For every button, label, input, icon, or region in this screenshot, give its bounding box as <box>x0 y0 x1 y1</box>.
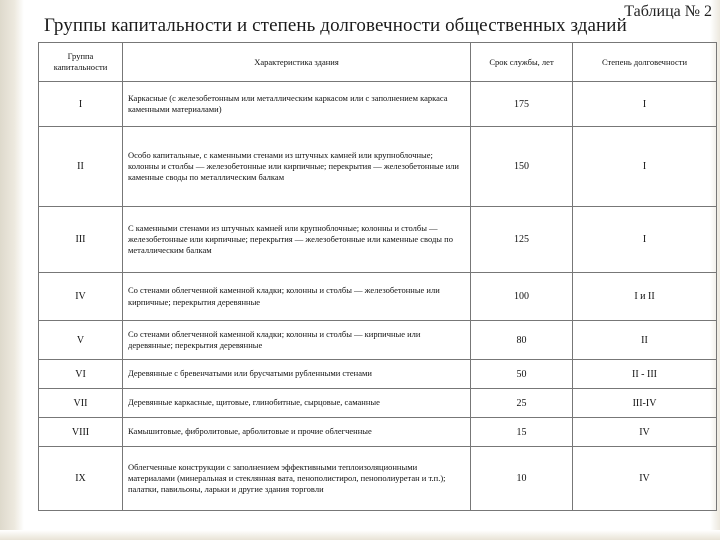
cell-service-life: 10 <box>471 447 573 511</box>
cell-durability-degree: IV <box>573 447 717 511</box>
cell-group: VII <box>39 389 123 418</box>
table-row <box>39 418 717 447</box>
cell-service-life: 175 <box>471 82 573 127</box>
cell-description: С каменными стенами из штучных камней или крупноблочные; колонны и столбы — железобетонные или кирпичные; перекрытия — железобетонные или каменные своды по металлическим балкам <box>123 207 471 273</box>
table-row <box>39 82 717 127</box>
header-group: Группа капитальности <box>39 43 123 82</box>
header-durability-degree: Степень долговечности <box>573 43 717 82</box>
cell-group: II <box>39 127 123 207</box>
cell-durability-degree: II <box>573 321 717 360</box>
cell-group: I <box>39 82 123 127</box>
table-number: Таблица № 2 <box>624 3 712 20</box>
cell-description: Особо капитальные, с каменными стенами из штучных камней или крупноблочные; колонны и столбы — железобетонные или кирпичные; перекрытия — железобетонные или каменные своды по металлическим балкам <box>123 127 471 207</box>
cell-service-life: 100 <box>471 273 573 321</box>
cell-service-life: 15 <box>471 418 573 447</box>
cell-description: Со стенами облегченной каменной кладки; колонны и столбы — кирпичные или деревянные; перекрытия деревянные <box>123 321 471 360</box>
cell-description: Деревянные каркасные, щитовые, глинобитные, сырцовые, саманные <box>123 389 471 418</box>
left-border-decoration <box>0 0 24 540</box>
cell-group: IX <box>39 447 123 511</box>
table-row <box>39 127 717 207</box>
cell-service-life: 25 <box>471 389 573 418</box>
cell-service-life: 125 <box>471 207 573 273</box>
cell-durability-degree: I <box>573 82 717 127</box>
cell-group: IV <box>39 273 123 321</box>
table-row <box>39 360 717 389</box>
cell-description: Деревянные с бревенчатыми или брусчатыми рубленными стенами <box>123 360 471 389</box>
cell-description: Облегченные конструкции с заполнением эффективными теплоизоляционными материалами (минеральная и стеклянная вата, пенополистирол, пенополиуретан и т.п.); палатки, павильоны, ларьки и другие здания торговли <box>123 447 471 511</box>
cell-durability-degree: III-IV <box>573 389 717 418</box>
table-row <box>39 207 717 273</box>
cell-durability-degree: I <box>573 127 717 207</box>
cell-group: VI <box>39 360 123 389</box>
cell-description: Камышитовые, фибролитовые, арболитовые и прочие облегченные <box>123 418 471 447</box>
cell-description: Со стенами облегченной каменной кладки; колонны и столбы — железобетонные или кирпичные; перекрытия деревянные <box>123 273 471 321</box>
table-row <box>39 389 717 418</box>
cell-group: V <box>39 321 123 360</box>
cell-durability-degree: I <box>573 207 717 273</box>
table-row <box>39 447 717 511</box>
header-description: Характеристика здания <box>123 43 471 82</box>
table-row <box>39 321 717 360</box>
cell-durability-degree: I и II <box>573 273 717 321</box>
cell-service-life: 150 <box>471 127 573 207</box>
table-row <box>39 273 717 321</box>
cell-service-life: 50 <box>471 360 573 389</box>
page-title: Группы капитальности и степень долговечности общественных зданий <box>44 15 627 36</box>
cell-service-life: 80 <box>471 321 573 360</box>
durability-table <box>38 42 717 511</box>
header-service-life: Срок службы, лет <box>471 43 573 82</box>
cell-durability-degree: II - III <box>573 360 717 389</box>
cell-group: III <box>39 207 123 273</box>
cell-group: VIII <box>39 418 123 447</box>
bottom-border-decoration <box>0 530 720 540</box>
table-header-row <box>39 43 717 82</box>
cell-description: Каркасные (с железобетонным или металлическим каркасом или с заполнением каркаса каменными материалами) <box>123 82 471 127</box>
cell-durability-degree: IV <box>573 418 717 447</box>
